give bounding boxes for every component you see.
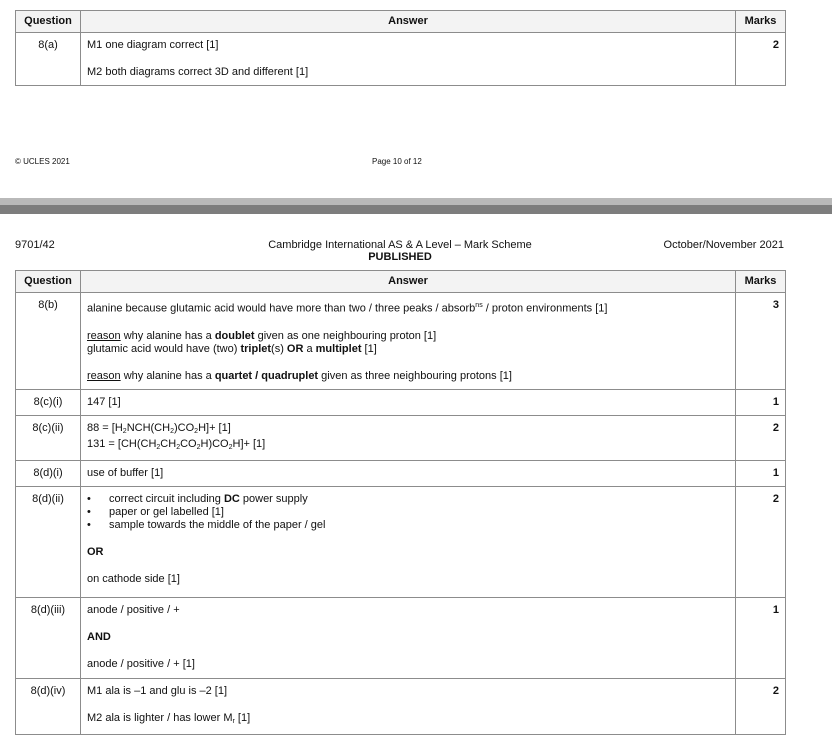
- answer-line: [87, 396, 729, 409]
- answer-text-segment: anode / positive / + [1]: [87, 658, 195, 670]
- answer-text-segment: on cathode side [1]: [87, 573, 180, 585]
- table-row: [16, 390, 786, 416]
- answer-text-segment: H]+ [1]: [198, 422, 231, 434]
- answer-text-segment: M1 ala is –1 and glu is –2 [1]: [87, 685, 228, 697]
- marks-value: 2: [736, 487, 786, 598]
- answer-text-segment: CO: [180, 438, 197, 450]
- answer-text-segment: )CO: [173, 422, 195, 434]
- bullet-text: [109, 506, 224, 519]
- paragraph-gap: [87, 532, 729, 546]
- answer-text-segment: H]+ [1]: [232, 438, 266, 450]
- answer-text-segment: why alanine has a: [120, 369, 215, 382]
- document-title-text: Cambridge International AS & A Level – Mark Scheme: [268, 239, 532, 251]
- answer-text-segment: doublet: [214, 329, 255, 342]
- answer-text-segment: 2: [194, 428, 199, 435]
- answer-cell: [81, 679, 736, 735]
- answer-text-segment: anode / positive / +: [87, 604, 180, 616]
- answer-text-segment: NCH(CH: [126, 422, 171, 434]
- answer-cell: [81, 598, 736, 679]
- bullet-icon: •: [87, 493, 91, 505]
- bullet-icon: •: [87, 506, 91, 518]
- marks-value: 2: [736, 33, 786, 86]
- paragraph-gap: [87, 356, 729, 370]
- answer-text-segment: ns: [475, 302, 483, 309]
- table-row: [16, 487, 786, 598]
- footer-page-number: Page 10 of 12: [372, 157, 422, 166]
- answer-text-segment: reason: [87, 369, 121, 382]
- marks-value: 2: [736, 416, 786, 461]
- answer-text-segment: 131 = [CH(CH: [87, 438, 157, 450]
- answer-line: [87, 370, 729, 383]
- table-row: [16, 416, 786, 461]
- marks-value: 2: [736, 679, 786, 735]
- answer-text-segment: 2: [156, 444, 161, 451]
- answer-line: [87, 422, 729, 438]
- paragraph-gap: [87, 644, 729, 658]
- answer-line: [87, 712, 729, 728]
- column-header-answer: Answer: [81, 11, 736, 33]
- answer-text-segment: paper or gel labelled [1]: [109, 506, 224, 518]
- answer-text-segment: OR: [87, 546, 104, 558]
- answer-text-segment: given as one neighbouring proton [1]: [254, 329, 437, 342]
- column-header-answer: Answer: [81, 271, 736, 293]
- published-label: PUBLISHED: [368, 251, 432, 263]
- question-number: 8(d)(ii): [16, 487, 81, 598]
- answer-text-segment: M2 both diagrams correct 3D and different [1]: [87, 66, 309, 78]
- answer-text-segment: OR: [286, 342, 304, 355]
- answer-text-segment: 147 [1]: [87, 396, 121, 408]
- answer-text-segment: DC: [223, 493, 240, 505]
- page-separator-dark: [0, 205, 832, 214]
- answer-text-segment: 2: [170, 428, 174, 435]
- answer-line: [87, 573, 729, 586]
- answer-cell: [81, 416, 736, 461]
- answer-text-segment: r: [232, 718, 235, 725]
- column-header-marks: Marks: [736, 271, 786, 293]
- bullet-item: [87, 519, 729, 532]
- question-number: 8(b): [16, 293, 81, 390]
- table-row: [16, 679, 786, 735]
- answer-cell: [81, 390, 736, 416]
- answer-line: [87, 343, 729, 356]
- paragraph-gap: [87, 698, 729, 712]
- answer-line: [87, 330, 729, 343]
- answer-text-segment: correct circuit including: [109, 493, 224, 505]
- answer-text-segment: why alanine has a: [120, 329, 215, 342]
- answer-text-segment: given as three neighbouring protons [1]: [318, 369, 512, 382]
- mark-scheme-table-page-11: [15, 270, 786, 735]
- answer-line: [87, 658, 729, 671]
- answer-text-segment: AND: [87, 631, 111, 643]
- page-separator: [0, 198, 832, 205]
- table-row: [16, 598, 786, 679]
- answer-text-segment: M1 one diagram correct [1]: [87, 39, 219, 51]
- bullet-icon: •: [87, 519, 91, 531]
- answer-text-segment: 2: [122, 428, 127, 435]
- answer-line: [87, 39, 729, 52]
- footer-copyright: © UCLES 2021: [15, 157, 70, 166]
- question-number: 8(c)(ii): [16, 416, 81, 461]
- answer-line: [87, 467, 729, 480]
- answer-text-segment: / proton environments [1]: [482, 302, 608, 315]
- bullet-text: [109, 519, 325, 532]
- syllabus-code: 9701/42: [15, 239, 55, 251]
- answer-line: [87, 438, 729, 454]
- column-header-question: Question: [16, 271, 81, 293]
- answer-line: [87, 299, 729, 316]
- bullet-text: [109, 493, 308, 506]
- column-header-question: Question: [16, 11, 81, 33]
- answer-line: [87, 546, 729, 559]
- answer-line: [87, 685, 729, 698]
- answer-text-segment: use of buffer [1]: [87, 467, 164, 479]
- answer-text-segment: triplet: [240, 342, 272, 355]
- answer-text-segment: a: [303, 342, 316, 355]
- answer-text-segment: reason: [87, 329, 121, 342]
- marks-value: 1: [736, 461, 786, 487]
- question-number: 8(c)(i): [16, 390, 81, 416]
- question-number: 8(a): [16, 33, 81, 86]
- table-row: [16, 33, 786, 86]
- answer-text-segment: CH: [160, 438, 177, 450]
- answer-text-segment: [1]: [361, 342, 377, 355]
- table-row: [16, 461, 786, 487]
- column-header-marks: Marks: [736, 11, 786, 33]
- answer-line: [87, 631, 729, 644]
- paragraph-gap: [87, 559, 729, 573]
- answer-text-segment: 2: [176, 444, 181, 451]
- answer-text-segment: 2: [196, 444, 201, 451]
- answer-text-segment: M2 ala is lighter / has lower M: [87, 712, 233, 724]
- bullet-item: [87, 506, 729, 519]
- answer-text-segment: (s): [271, 342, 287, 355]
- answer-text-segment: sample towards the middle of the paper / gel: [109, 519, 326, 531]
- bullet-item: [87, 493, 729, 506]
- question-number: 8(d)(i): [16, 461, 81, 487]
- answer-text-segment: alanine because glutamic acid would have more than two / three peaks / absorb: [87, 302, 476, 315]
- document-title: [200, 239, 600, 263]
- answer-cell: [81, 487, 736, 598]
- marks-value: 1: [736, 598, 786, 679]
- paragraph-gap: [87, 617, 729, 631]
- answer-line: [87, 604, 729, 617]
- answer-text-segment: power supply: [239, 493, 308, 505]
- question-number: 8(d)(iii): [16, 598, 81, 679]
- answer-text-segment: glutamic acid would have (two): [87, 342, 241, 355]
- answer-text-segment: H)CO: [200, 438, 229, 450]
- answer-text-segment: quartet / quadruplet: [214, 369, 319, 382]
- answer-text-segment: 2: [228, 444, 233, 451]
- marks-value: 3: [736, 293, 786, 390]
- question-number: 8(d)(iv): [16, 679, 81, 735]
- answer-cell: [81, 33, 736, 86]
- paragraph-gap: [87, 316, 729, 330]
- answer-text-segment: [1]: [234, 712, 251, 724]
- table-row: [16, 293, 786, 390]
- answer-line: [87, 66, 729, 79]
- answer-cell: [81, 293, 736, 390]
- mark-scheme-table-page-10: [15, 10, 786, 86]
- answer-text-segment: 88 = [H: [87, 422, 123, 434]
- marks-value: 1: [736, 390, 786, 416]
- exam-session: October/November 2021: [663, 239, 784, 251]
- answer-cell: [81, 461, 736, 487]
- answer-text-segment: multiplet: [315, 342, 362, 355]
- paragraph-gap: [87, 52, 729, 66]
